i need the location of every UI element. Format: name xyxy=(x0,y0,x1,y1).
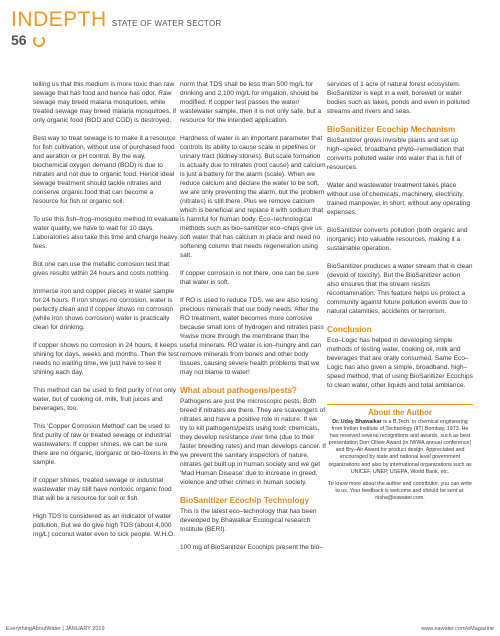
paragraph: This is the latest eco–technology that has been developed by Bhawalkar Ecological research Institute (BERI). xyxy=(180,508,317,533)
page-number-line xyxy=(11,32,222,48)
subheading-pathogens: What about pathogens/pests? xyxy=(180,386,297,395)
paragraph: To use this fish–frog–mosquito method to evaluate water quality, we have to wait for 10 days. Laboratories also take this time and charge heavy fees. xyxy=(33,216,179,250)
paragraph: Eco–Logic has helped in developing simple methods of testing water, cooking oil, milk and beverages that are orally consumed. Same Eco–Logic has also given a simple, broadband, high–speed method, that of using BioSanitizer Ecochips to clean water, other liquids and total ambiance. xyxy=(327,337,473,389)
paragraph: Hardness of water is an important parameter that controls its ability to cause scale in pipelines or urinary tract (kidney stones). But scale formation is actually due to nitrates (root cause) and calcium is just a battery for the alarm (scale). When we reduce calcium and declare the water to be soft, we are only preventing the alarm, but the problem (nitrates) is still there. Plus we remove calcium which is beneficial and replace it with sodium that is harmful for human body. Eco–technological methods such as bio–sanitizer eco–chips give us soft water that has calcium in place and need no softening column that needs regeneration using salt. xyxy=(180,135,326,259)
paragraph: High TDS is considered as an indicator of water pollution. But we do give high TDS (about 4,000 mg/L) coconut water even to sick people. W.H.O. xyxy=(33,513,175,538)
paragraph: BioSanitizer grows invisible plants and set up high–speed, broadband phyto–remediation that converts polluted water into water that is full of resources. xyxy=(327,137,465,171)
page-number: 56 xyxy=(11,32,27,48)
section-kicker xyxy=(11,9,222,30)
paragraph: 100 mg of BioSanitizer Ecochips present the bio– xyxy=(180,544,324,551)
magazine-logo-icon xyxy=(33,35,45,47)
subheading-conclusion: Conclusion xyxy=(327,325,372,334)
paragraph: Immerse iron and copper pieces in water sample for 24 hours. If iron shows no corrosion, water is perfectly clean and if copper shows no corrosion (while iron shows corrosion) water is practically clean for drinking. xyxy=(33,288,175,331)
author-contact: To know more about the author and contributor, you can write to us. Your feedback is welcome and should be sent at: nisha@eawater.com. xyxy=(328,480,472,501)
section-title: INDEPTH xyxy=(11,8,107,31)
paragraph: This method can be used to find purity of not only water, but of cooking oil, milk, fruit juices and beverages, too. xyxy=(33,387,177,412)
paragraph: Pathogens are just the microscopic pests. Both breed if nitrates are there. They are scavengers of nitrates and have a positive role in nature. If we try to kill pathogens/pests using toxic chemicals, they develop resistance over time (due to their faster breeding rates) and man develops cancer. If we prevent the sanitary inspectors of nature, nitrates get built up in human society and we get 'Mad Human Disease' due to increase in greed, violence and other crimes in human society. xyxy=(180,398,326,486)
paragraph: This 'Copper Corrosion Method' can be used to find purity of raw or treated sewage or industrial wastewaters. If copper shines, we can be sure there are no organic, inorganic or bio–toxins in the sample. xyxy=(33,423,179,466)
subsection-title: STATE OF WATER SECTOR xyxy=(111,19,222,28)
footer-url: www.eawater.com/eMagazine xyxy=(421,626,494,632)
paragraph: Water and wastewater treatment takes place without use of chemicals, machinery, electricity, trained manpower, in short, without any operating expenses. xyxy=(327,182,471,216)
column-3 xyxy=(327,80,473,507)
paragraph: If RO is used to reduce TDS, we are also losing precious minerals that our body needs. After the RO treatment, water becomes more corrosive because small ions of hydrogen and nitrates pass %wise more through the membrane than the useful minerals. RO water is ion–hungry and can remove minerals from bones and other body tissues, causing severe health problems that we may not blame to water! xyxy=(180,297,324,376)
paragraph: If copper corrosion is not there, one can be sure that water is soft. xyxy=(180,270,320,286)
paragraph: Best way to treat sewage is to make it a resource for fish cultivation, without use of purchased food and aeration or pH control. By the way, biochemical oxygen demand (BOD) is due to nitrates and not due to organic food. Hence ideal sewage treatment should tackle nitrates and conserve organic food that can become a resource for fish or organic soil. xyxy=(33,135,176,205)
author-bio xyxy=(327,419,473,476)
subheading-biosanitizer-technology: BioSanitizer Ecochip Technology xyxy=(180,496,310,505)
author-bio-text: is a B.Tech. in chemical engineering from Indian Institute of Technology (IIT) Bombay, 1973. He has received several recognitions and awards, such as best presentation Dorr Oliver Award (in IWWA annual conference) and Bry–Air Award for product design. Appreciated and encouraged by state and national level government organizations and also by international organizations such as UNICEF, UNEP, USEPA, World Bank, etc. xyxy=(328,419,472,475)
subheading-mechanism: BioSanitizer Ecochip Mechanism xyxy=(327,125,456,134)
paragraph: services of 1 acre of natural forest ecosystem. BioSanitizer is kept in a well, borewell or water bodies such as lakes, ponds and even in polluted streams and rivers and seas. xyxy=(327,81,470,115)
paragraph: norm that TDS shall be less than 500 mg/L for drinking and 2,100 mg/L for irrigation, should be modified. If copper test passes the water/ wastewater sample, then it is not only safe, but a resource for the intended application. xyxy=(180,81,322,124)
author-heading: About the Author xyxy=(368,408,432,417)
paragraph: If copper shines, treated sewage or industrial wastewater may still have nontoxic organic food that will be a resource for soil or fish. xyxy=(33,477,172,502)
paragraph: If copper shows no corrosion in 24 hours, it keeps shining for days, weeks and months. Then the test needs no waiting time, we just have to see it shining each day. xyxy=(33,342,179,376)
author-box xyxy=(327,404,473,502)
paragraph: telling us that this medium is more toxic than raw sewage that has food and hence has odor. Raw sewage may breed malaria mosquitoes, while treated sewage may breed malaria mosquitoes, if only organic food (BOD and COD) is destroyed. xyxy=(33,81,177,124)
footer-publication: EverythingAboutWater | JANUARY 2019 xyxy=(6,626,105,632)
page-footer xyxy=(0,626,500,636)
author-name: Dr. Uday Bhawalkar xyxy=(332,419,382,425)
paragraph: BioSanitizer converts pollution (both organic and inorganic) into valuable resources, making it a sustainable operation. xyxy=(327,227,468,252)
page-header xyxy=(11,9,222,48)
column-1 xyxy=(33,80,179,548)
paragraph: But one can use the metallic corrosion test that gives results within 24 hours and costs nothing. xyxy=(33,261,171,277)
paragraph: BioSanitizer produces a water stream that is clean (devoid of toxicity). But the BioSanitizer action also ensures that the stream resists recontamination. This feature helps us protect a community against future pollution events due to natural calamities, accidents or terrorism. xyxy=(327,263,473,315)
column-2 xyxy=(180,80,326,561)
